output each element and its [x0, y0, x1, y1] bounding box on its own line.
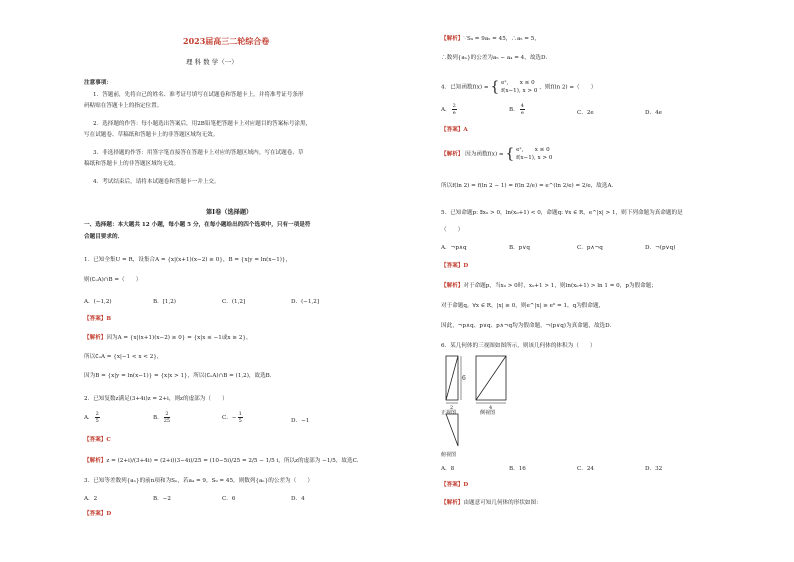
q5-option-d[interactable]: D．¬(p∨q) — [645, 245, 676, 251]
q5-analysis — [441, 283, 657, 290]
option-label: C． — [222, 415, 232, 421]
analysis-tag: 【解析】 — [84, 458, 107, 464]
piecewise — [516, 146, 552, 162]
option-label: B． — [153, 415, 163, 421]
q3-option-d[interactable]: D．4 — [291, 496, 305, 502]
denominator: 25 — [163, 418, 171, 424]
q2-option-d[interactable]: D．−1 — [291, 418, 310, 424]
numerator: 2 — [165, 411, 169, 417]
q6-stem: 6．某几何体的三视图如图所示，则该几何体的体积为（ ） — [441, 343, 596, 349]
notice-line: 1．答题前，先将自己的姓名、准考证号填写在试题卷和答题卡上，并将准考证号条形 — [93, 92, 304, 98]
part-heading: 第Ⅰ卷（选择题） — [206, 209, 253, 216]
piece-2: f(x−1), x > 0 — [516, 155, 553, 161]
q4-answer: 【答案】A — [441, 127, 468, 133]
notice-line: 2．选择题的作答：每小题选出答案后，用2B铅笔把答题卡上对应题目的答案标号涂黑， — [93, 121, 312, 127]
q2-option-b[interactable] — [153, 411, 171, 424]
q5-option-c[interactable]: C．p∧¬q — [577, 245, 603, 251]
fraction — [452, 103, 457, 116]
notice-line: 写在试题卷、草稿纸和答题卡上的非答题区域均无效。 — [84, 132, 219, 138]
q2-stem: 2．已知复数z满足(3+4i)z = 2+i，则z的虚部为（ ） — [84, 396, 228, 402]
option-label: B． — [509, 107, 519, 113]
q2-option-c[interactable]: C．− $\frac{1}{5}$ — [222, 411, 242, 424]
q4-stem-text-post: ，则f(ln 2) =（ ） — [539, 84, 597, 91]
q3-stem: 3．已知等差数列{aₙ}的前n项和为Sₙ，若a₄ = 9，S₉ = 45，则数列{aₙ}的公差为（ ） — [84, 478, 314, 484]
q4-option-a[interactable] — [441, 103, 458, 116]
brace-icon: { — [490, 79, 500, 95]
q6-analysis — [441, 500, 542, 507]
q1-analysis-line: 所以∁ᵤA = {x|−1 < x < 2}， — [84, 354, 163, 360]
q6-option-b[interactable]: B．16 — [509, 466, 526, 472]
q4-stem — [441, 79, 596, 95]
q3-analysis-line: ∵S₉ = 9a₅ = 45，∴a₅ = 5， — [463, 36, 540, 42]
denominator: e — [452, 110, 456, 116]
denominator: 5 — [95, 418, 99, 424]
q5-analysis-line: 对于命题p，当x₀ > 0时，x₀+1 > 1，则ln(x₀+1) > ln 1 = 0，p为假命题； — [463, 283, 657, 289]
notice-line: 码粘贴在答题卡上的指定位置。 — [84, 103, 163, 109]
side-view-diagonal — [476, 356, 506, 400]
notice-line: 3．非选择题的作答：用签字笔直接答在答题卡上对应的答题区域内。写在试题卷、草 — [93, 150, 304, 156]
q6-answer: 【答案】D — [441, 482, 469, 488]
piece-2: f(x−1), x > 0 — [501, 88, 538, 94]
brace-icon: { — [505, 146, 515, 162]
denominator: e — [520, 110, 524, 116]
q1-stem: 1．已知全集U = R，设集合A = {x|(x+1)(x−2) ≥ 0}，B = {x|y = ln(x−1)}， — [84, 257, 292, 263]
q3-option-a[interactable]: A．2 — [84, 496, 98, 502]
front-view-label: 正视图 — [441, 410, 457, 416]
fraction — [95, 411, 100, 424]
analysis-tag: 【解析】 — [441, 500, 464, 506]
q5-stem-cont: （ ） — [441, 227, 464, 233]
analysis-tag: 【解析】 — [441, 283, 464, 289]
analysis-tag: 【解析】 — [441, 36, 464, 42]
three-views-diagram — [441, 352, 551, 460]
q6-analysis-line: 由题意可知几何体的形状如图： — [463, 500, 542, 506]
q4-analysis-line: 所以f(ln 2) = f(ln 2 − 1) = f(ln 2/e) = e^(ln 2/e) = 2/e，故选A． — [441, 183, 618, 189]
dim-label-side: 4 — [489, 405, 493, 411]
dim-label-height: 6 — [462, 375, 466, 382]
q3-option-b[interactable]: B．−2 — [153, 496, 171, 502]
top-view — [446, 414, 458, 446]
q3-analysis-line: ∴数列{aₙ}的公差为a₅ − a₄ = 4，故选D． — [441, 55, 552, 61]
q3-answer: 【答案】D — [84, 511, 112, 517]
q6-option-d[interactable]: D．32 — [645, 466, 663, 472]
q1-analysis-line: 因为A = {x|(x+1)(x−2) ≥ 0} = {x|x ≤ −1或x ≥ 2}， — [106, 335, 252, 341]
q1-option-a[interactable]: A．(−1,2) — [84, 299, 112, 305]
q5-option-b[interactable]: B．p∨q — [509, 245, 530, 251]
q1-stem-cont: 则(∁ᵤA)∩B =（ ） — [84, 277, 142, 283]
top-view-label: 俯视图 — [441, 452, 457, 458]
q2-analysis-line: z = (2+i)/(3+4i) = (2+i)(3−4i)/25 = (10−5i)/25 = 2/5 − 1/5 i，所以z的虚部为 −1/5，故选C． — [106, 458, 363, 464]
q2-answer: 【答案】C — [84, 437, 111, 443]
q6-option-a[interactable]: A．8 — [441, 466, 455, 472]
dim-label-front: 2 — [450, 405, 454, 411]
q5-analysis-line: 因此，¬p∧q、p∨q、p∧¬q均为假命题，¬(p∨q)为真命题，故选D． — [441, 323, 616, 329]
q3-option-c[interactable]: C．6 — [222, 496, 236, 502]
q1-answer: 【答案】B — [84, 316, 112, 322]
numerator: 4 — [520, 103, 524, 109]
q1-option-c[interactable]: C．(1,2] — [222, 299, 246, 305]
exam-subtitle: 理 科 数 学（一） — [186, 58, 238, 66]
option-label: A． — [84, 415, 94, 421]
piecewise — [501, 79, 537, 95]
fraction — [238, 411, 243, 424]
q4-option-d[interactable]: D．4e — [645, 110, 662, 116]
fraction — [164, 411, 170, 424]
q5-option-a[interactable]: A．¬p∧q — [441, 245, 467, 251]
q6-option-c[interactable]: C．24 — [577, 466, 594, 472]
denominator: 5 — [238, 418, 242, 424]
q4-stem-text: 4．已知函数f(x) = — [441, 84, 489, 91]
top-view-triangle — [446, 414, 458, 446]
numerator: 2 — [95, 411, 99, 417]
q3-analysis — [441, 36, 540, 43]
fraction — [520, 103, 525, 116]
exam-title: 2023届高三二轮综合卷 — [183, 36, 270, 46]
option-label: A． — [441, 107, 451, 113]
q1-analysis-line: 因为B = {x|y = ln(x−1)} = {x|x > 1}，所以(∁ᵤA)∩B = (1,2)，故选B． — [84, 373, 276, 379]
section-heading-cont: 合题目要求的． — [84, 234, 124, 240]
analysis-tag: 【解析】 — [84, 335, 107, 341]
q2-analysis — [84, 458, 362, 465]
notice-heading: 注意事项： — [84, 80, 112, 86]
q1-option-d[interactable]: D．(−1,2] — [291, 299, 320, 305]
q1-analysis — [84, 335, 252, 342]
side-view-label: 侧视图 — [480, 410, 496, 416]
numerator: 2 — [452, 103, 456, 109]
q4-analysis-text: 因为函数f(x) = — [465, 151, 504, 158]
q4-option-b[interactable] — [509, 103, 526, 116]
front-view — [446, 356, 461, 403]
numerator: 1 — [238, 411, 242, 417]
front-view-diagonal — [446, 356, 458, 400]
piece-1: eˣ, x ≤ 0 — [501, 80, 535, 86]
q2-option-a[interactable] — [84, 411, 101, 424]
q5-answer: 【答案】D — [441, 263, 469, 269]
q4-analysis — [441, 146, 552, 162]
q5-analysis-line: 对于命题q，∀x ∈ R，|x| ≥ 0，则e^|x| ≥ e⁰ = 1，q为假命题， — [441, 303, 605, 309]
piece-1: eˣ, x ≤ 0 — [516, 147, 550, 153]
notice-line: 4．考试结束后，请将本试题卷和答题卡一并上交。 — [93, 179, 220, 185]
q4-option-c[interactable]: C．2e — [577, 110, 594, 116]
section-heading: 一、选择题：本大题共 12 小题，每小题 5 分，在每小题给出的四个选项中，只有一项是符 — [84, 222, 311, 228]
q5-stem: 5．已知命题p: ∃x₀ > 0，ln(x₀+1) < 0，命题q: ∀x ∈ R，e^|x| > 1，则下列命题为真命题的是 — [441, 210, 683, 216]
side-view — [476, 356, 506, 403]
analysis-tag: 【解析】 — [441, 151, 464, 158]
q1-option-b[interactable]: B．[1,2) — [153, 299, 176, 305]
right-page — [397, 0, 794, 562]
notice-line: 稿纸和答题卡上的非答题区域均无效。 — [84, 161, 180, 167]
